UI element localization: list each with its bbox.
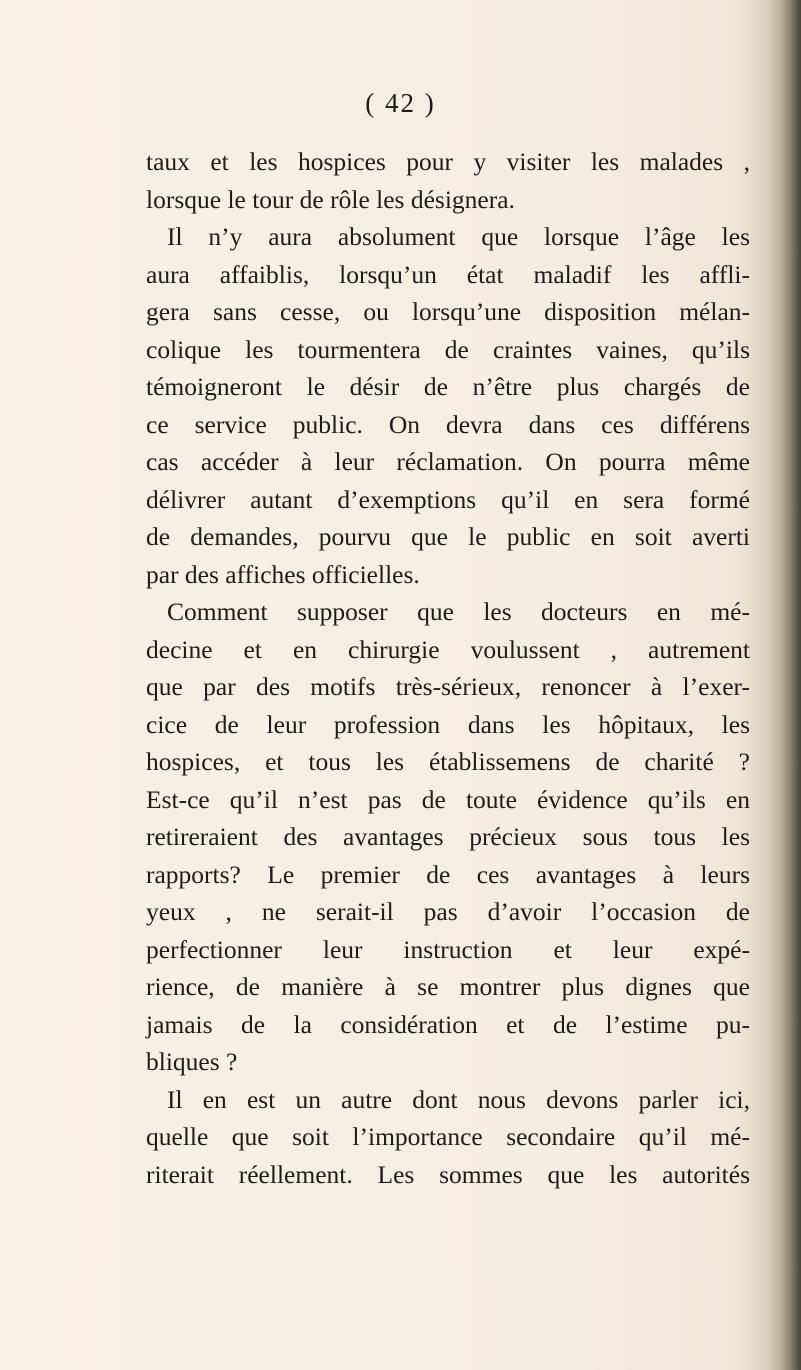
text-line: Il en est un autre dont nous devons parler ici, xyxy=(167,1084,750,1114)
text-line: perfectionner leur instruction et leur expé- xyxy=(146,934,750,964)
text-line: Il n’y aura absolument que lorsque l’âge les xyxy=(167,222,750,251)
text-line: decine et en chirurgie voulussent , autrement xyxy=(146,634,750,664)
page-number: ( 42 ) xyxy=(365,88,436,118)
text-line: témoigneront le désir de n’être plus chargés de xyxy=(146,372,750,401)
text-line: colique les tourmentera de craintes vaines, qu’ils xyxy=(146,334,750,364)
text-line: gera sans cesse, ou lorsqu’une disposition mélan- xyxy=(146,297,750,326)
text-line: Comment supposer que les docteurs en mé- xyxy=(167,597,750,626)
text-line: cice de leur profession dans les hôpitaux, les xyxy=(146,709,750,739)
page-binding-shadow xyxy=(767,0,801,1370)
text-line: retireraient des avantages précieux sous tous les xyxy=(146,822,750,851)
text-line: ce service public. On devra dans ces différens xyxy=(146,409,750,439)
text-line: rapports? Le premier de ces avantages à leurs xyxy=(146,859,750,889)
text-line: lorsque le tour de rôle les désignera. xyxy=(146,184,515,214)
text-line: de demandes, pourvu que le public en soit averti xyxy=(146,522,750,551)
text-line: riterait réellement. Les sommes que les autorités xyxy=(146,1159,750,1189)
text-line: hospices, et tous les établissemens de charité ? xyxy=(146,747,750,776)
text-line: délivrer autant d’exemptions qu’il en sera formé xyxy=(146,484,750,514)
text-line: quelle que soit l’importance secondaire qu’il mé- xyxy=(146,1122,750,1151)
text-line: rience, de manière à se montrer plus dignes que xyxy=(146,972,750,1001)
text-line: aura affaiblis, lorsqu’un état maladif les affli- xyxy=(146,259,750,289)
text-line: que par des motifs très-sérieux, renoncer à l’exer- xyxy=(146,672,750,701)
text-line: Est-ce qu’il n’est pas de toute évidence qu’ils en xyxy=(146,784,750,814)
text-line: jamais de la considération et de l’estime pu- xyxy=(146,1009,750,1039)
text-line: par des affiches officielles. xyxy=(146,559,420,589)
text-line: cas accéder à leur réclamation. On pourra même xyxy=(146,447,750,476)
body-text xyxy=(146,143,750,1193)
text-line: bliques ? xyxy=(146,1047,238,1076)
text-line: yeux , ne serait-il pas d’avoir l’occasion de xyxy=(146,897,750,926)
text-line: taux et les hospices pour y visiter les malades , xyxy=(146,147,750,176)
